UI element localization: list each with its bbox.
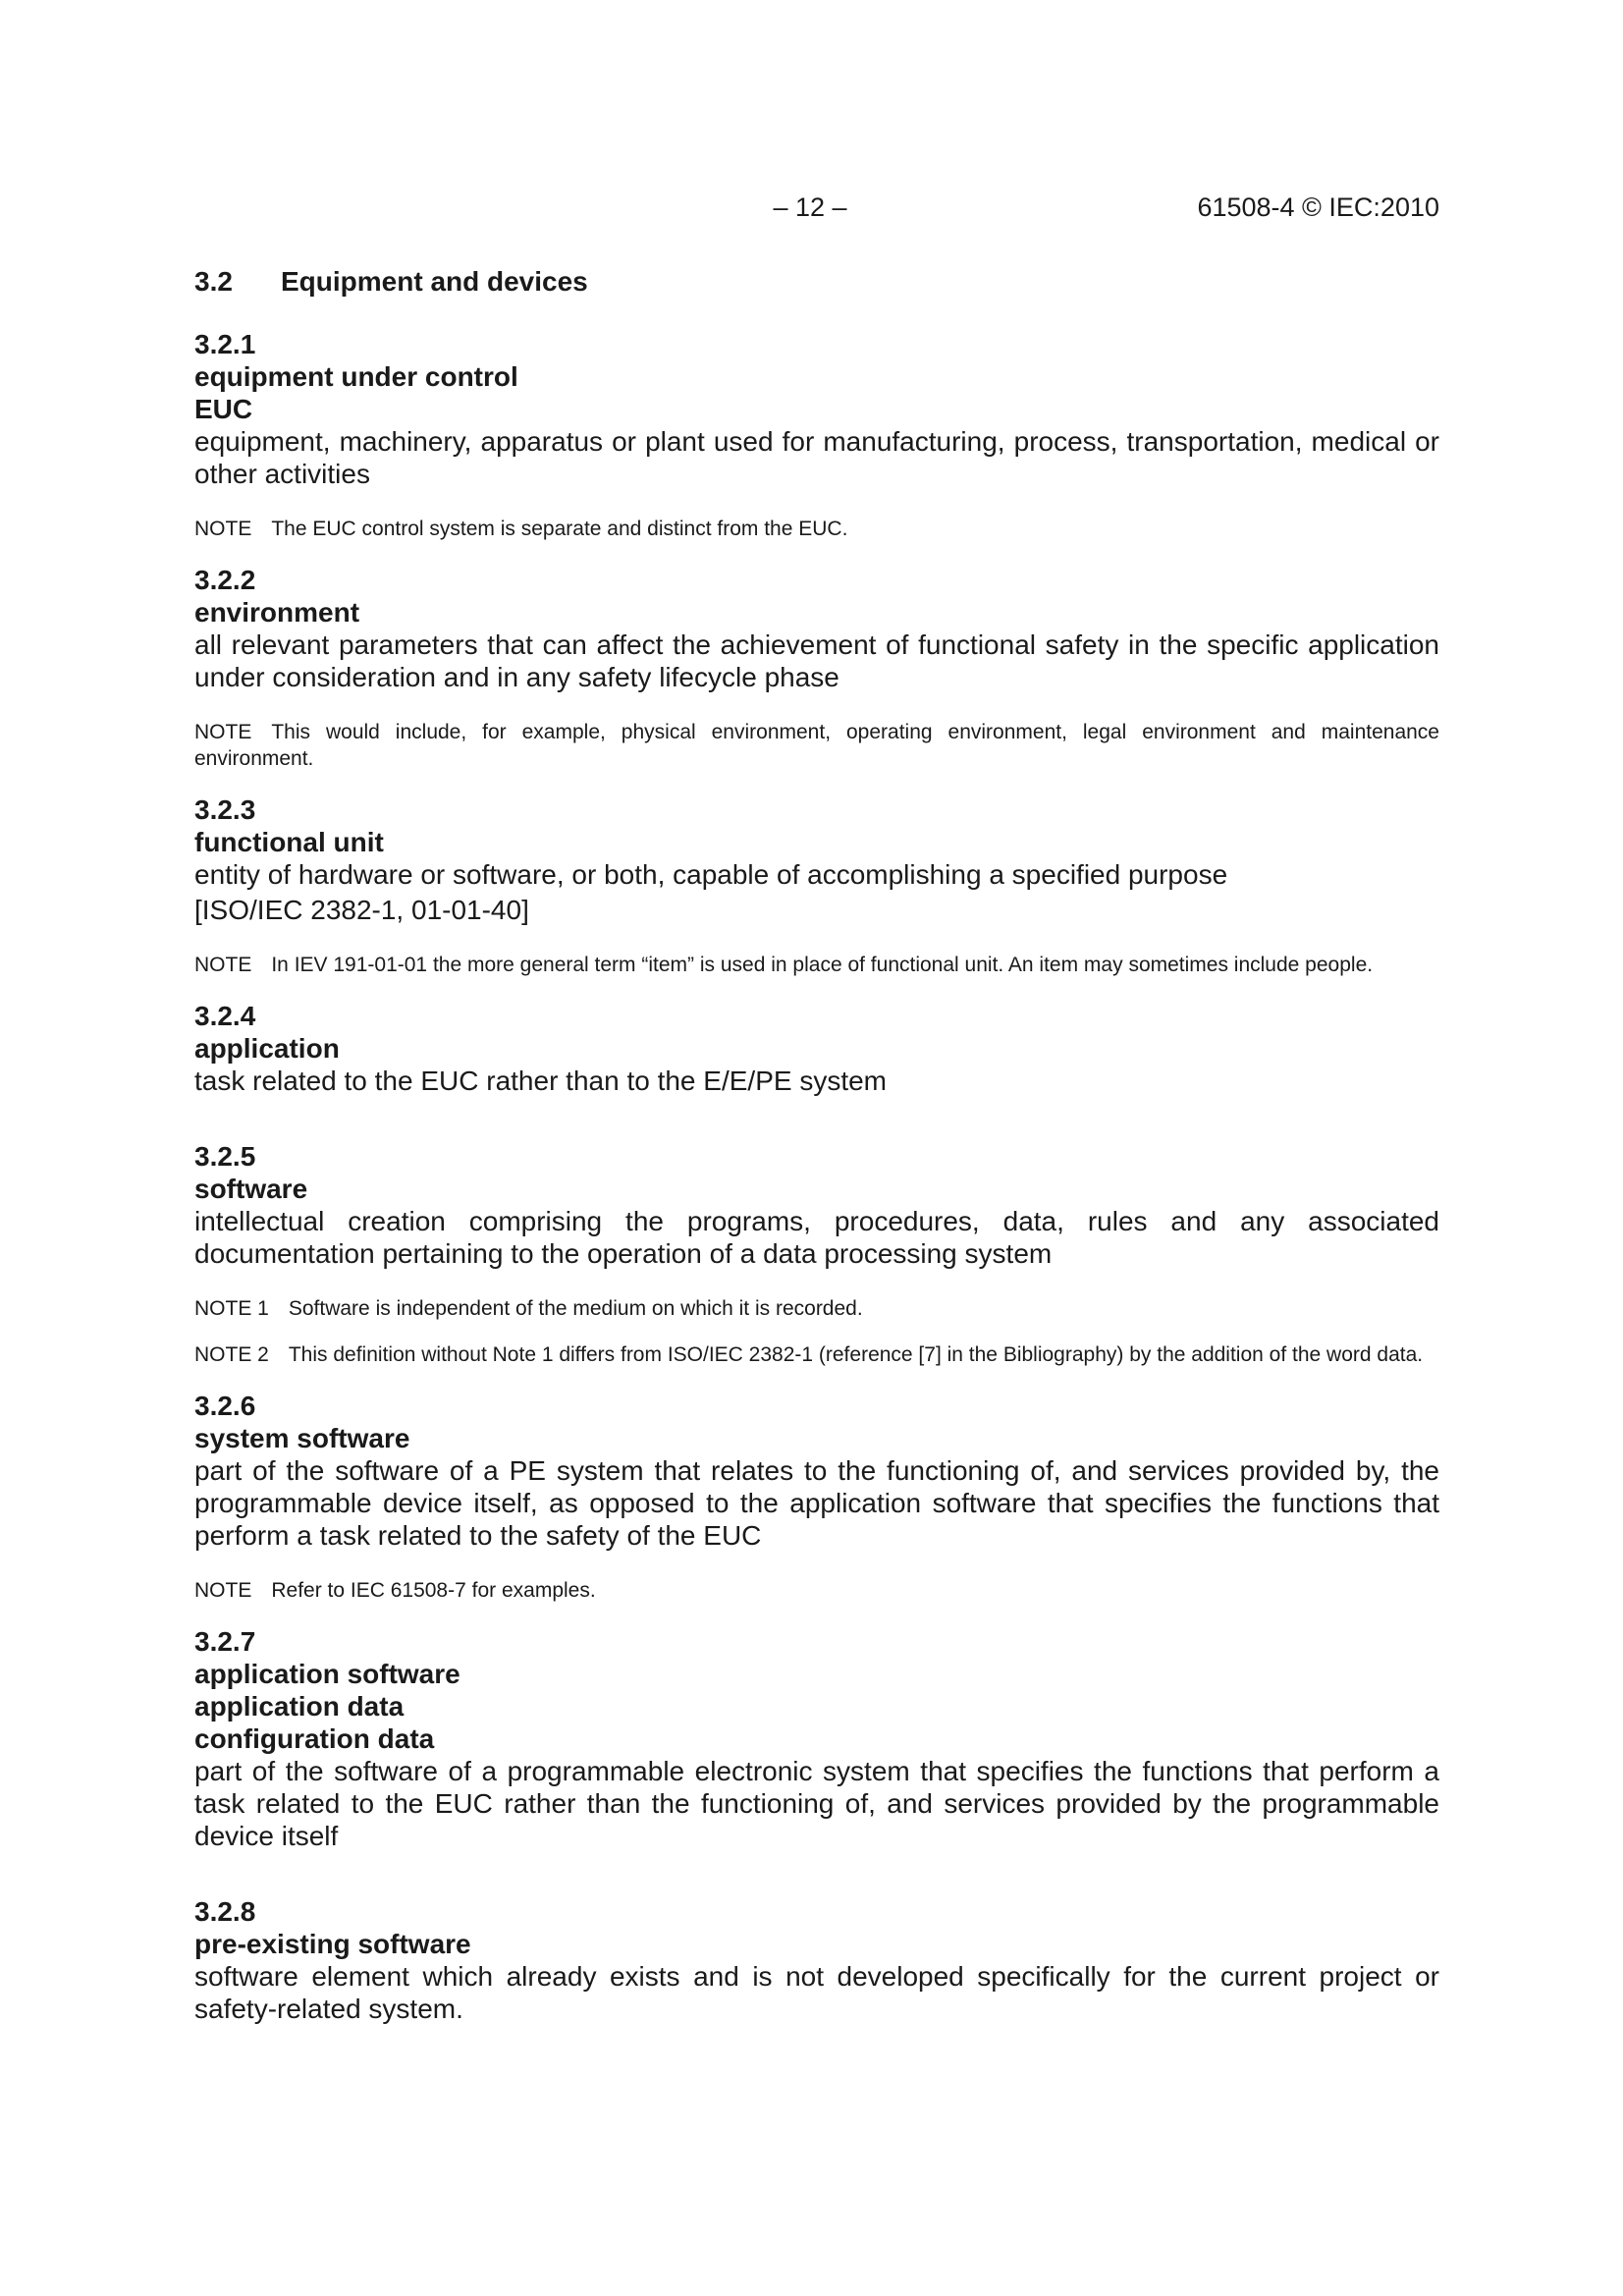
term-synonym: application data xyxy=(194,1691,405,1722)
definition: equipment, machinery, apparatus or plant used for manufacturing, process, transportation, medical or other activities xyxy=(194,426,1439,489)
source-reference: [ISO/IEC 2382-1, 01-01-40] xyxy=(194,895,529,925)
clause-3-2-5 xyxy=(194,1140,1439,1368)
clause-number: 3.2.4 xyxy=(194,1001,256,1031)
term: functional unit xyxy=(194,827,384,857)
note xyxy=(194,1295,1439,1322)
term: system software xyxy=(194,1423,410,1453)
note-label: NOTE 2 xyxy=(194,1343,269,1366)
term-abbreviation: EUC xyxy=(194,394,253,424)
definition: part of the software of a PE system that relates to the functioning of, and services provided by, the programmable device itself, as opposed to the application software that specifies the functions that perform a task related to the safety of the EUC xyxy=(194,1455,1439,1551)
note xyxy=(194,1577,1439,1604)
note-text: In IEV 191-01-01 the more general term “item” is used in place of functional unit. An item may sometimes include people. xyxy=(271,954,1374,976)
definition: entity of hardware or software, or both, capable of accomplishing a specified purpose xyxy=(194,859,1228,890)
note-label: NOTE xyxy=(194,518,252,540)
clause-3-2-3 xyxy=(194,793,1439,978)
clause-number: 3.2.8 xyxy=(194,1896,256,1927)
term-synonym: configuration data xyxy=(194,1723,435,1754)
standard-reference: 61508-4 © IEC:2010 xyxy=(1197,192,1439,222)
note-label: NOTE xyxy=(194,954,252,976)
section-number: 3.2 xyxy=(194,266,233,297)
definition: all relevant parameters that can affect the achievement of functional safety in the specific application under consideration and in any safety lifecycle phase xyxy=(194,629,1439,692)
clause-3-2-7 xyxy=(194,1625,1439,1874)
note-label: NOTE xyxy=(194,1579,252,1602)
section-title: Equipment and devices xyxy=(281,266,588,297)
note-text: The EUC control system is separate and distinct from the EUC. xyxy=(271,518,848,540)
clause-3-2-2 xyxy=(194,564,1439,772)
note-text: This would include, for example, physical environment, operating environment, legal environment and maintenance environment. xyxy=(194,721,1439,770)
page-number: – 12 – xyxy=(773,192,847,222)
definition: task related to the EUC rather than to the E/E/PE system xyxy=(194,1066,888,1096)
clause-3-2-6 xyxy=(194,1390,1439,1604)
note-label: NOTE xyxy=(194,721,252,743)
clause-number: 3.2.2 xyxy=(194,565,256,595)
clause-number: 3.2.1 xyxy=(194,329,256,359)
clause-3-2-1 xyxy=(194,328,1439,542)
definition: part of the software of a programmable electronic system that specifies the functions that perform a task related to the EUC rather than the functioning of, and services provided by the programmable device itself xyxy=(194,1756,1439,1851)
term: application xyxy=(194,1033,340,1064)
definition: software element which already exists and is not developed specifically for the current project or safety-related system. xyxy=(194,1961,1439,2024)
note xyxy=(194,952,1439,978)
note-text: This definition without Note 1 differs from ISO/IEC 2382-1 (reference [7] in the Bibliography) by the addition of the word data. xyxy=(288,1343,1424,1366)
clause-3-2-4 xyxy=(194,1000,1439,1119)
section-heading xyxy=(194,265,1439,299)
clause-number: 3.2.3 xyxy=(194,794,256,825)
term: software xyxy=(194,1174,308,1204)
note-text: Refer to IEC 61508-7 for examples. xyxy=(271,1579,596,1602)
term: application software xyxy=(194,1659,460,1689)
definition: intellectual creation comprising the programs, procedures, data, rules and any associated documentation pertaining to the operation of a data processing system xyxy=(194,1206,1439,1269)
note-text: Software is independent of the medium on which it is recorded. xyxy=(288,1297,863,1320)
term: environment xyxy=(194,597,360,628)
note xyxy=(194,516,1439,542)
term: pre-existing software xyxy=(194,1929,471,1959)
clause-3-2-8 xyxy=(194,1895,1439,2025)
clause-number: 3.2.6 xyxy=(194,1391,256,1421)
note-label: NOTE 1 xyxy=(194,1297,269,1320)
note xyxy=(194,1341,1439,1368)
page-content xyxy=(194,265,1439,2047)
term: equipment under control xyxy=(194,361,518,392)
clause-number: 3.2.7 xyxy=(194,1626,256,1657)
note xyxy=(194,719,1439,772)
clause-number: 3.2.5 xyxy=(194,1141,256,1172)
